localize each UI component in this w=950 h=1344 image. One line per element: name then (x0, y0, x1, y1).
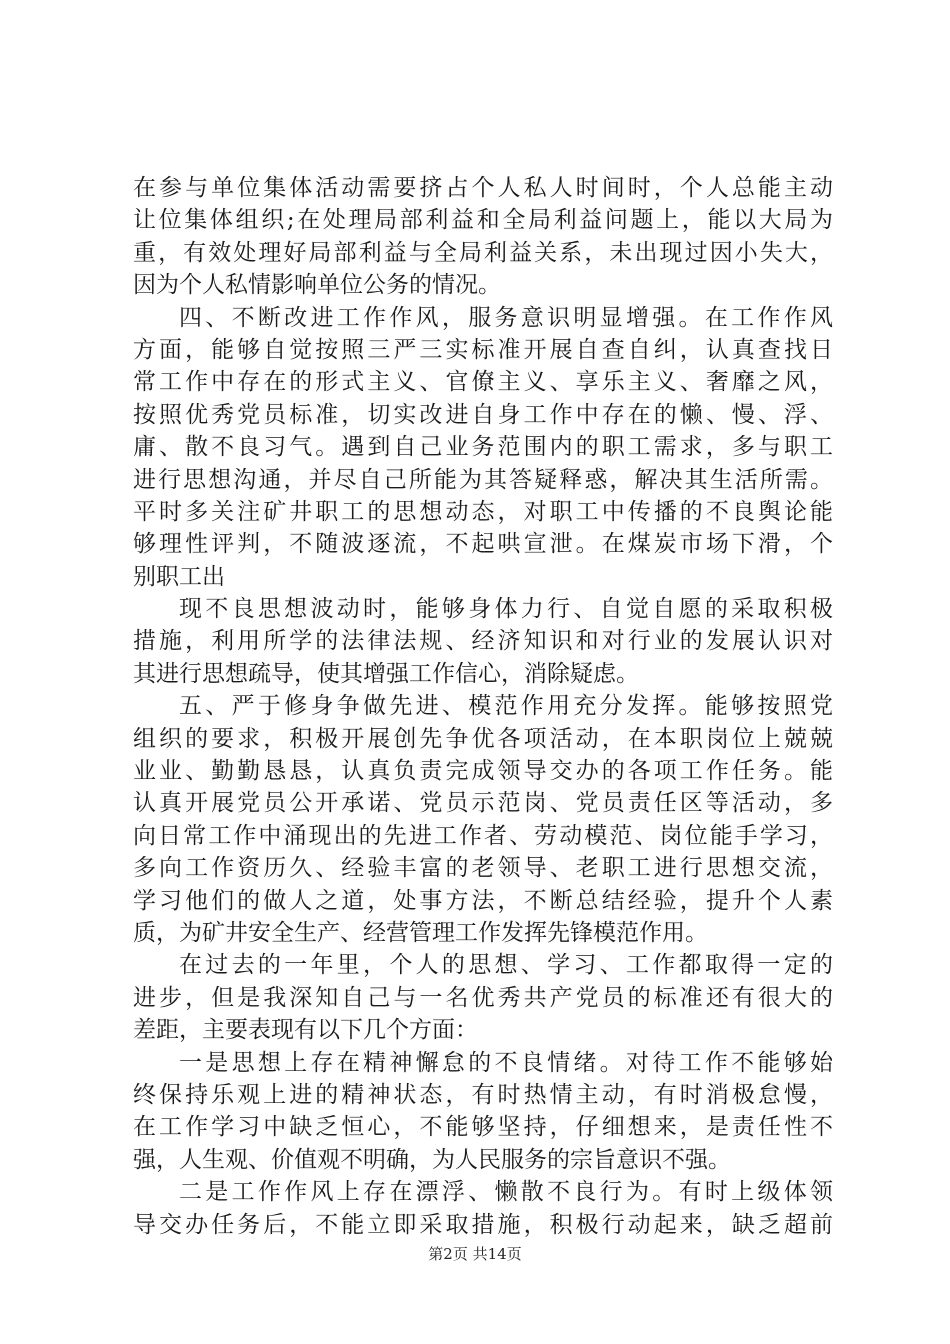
text-line: 平时多关注矿井职工的思想动态，对职工中传播的不良舆论能 (133, 498, 833, 525)
text-line: 按照优秀党员标准，切实改进自身工作中存在的懒、慢、浮、 (133, 401, 833, 428)
page-footer (0, 1243, 950, 1264)
text-line: 五、严于修身争做先进、模范作用充分发挥。能够按照党 (179, 693, 833, 720)
text-line: 重，有效处理好局部利益与全局利益关系，未出现过因小失大， (133, 239, 833, 266)
text-line: 多向工作资历久、经验丰富的老领导、老职工进行思想交流， (133, 855, 833, 882)
text-line: 业业、勤勤恳恳，认真负责完成领导交办的各项工作任务。能 (133, 758, 833, 785)
text-line: 导交办任务后，不能立即采取措施，积极行动起来，缺乏超前 (133, 1211, 833, 1238)
text-line: 终保持乐观上进的精神状态，有时热情主动，有时消极怠慢， (133, 1081, 833, 1108)
text-line: 方面，能够自觉按照三严三实标准开展自查自纠，认真查找日 (133, 336, 833, 363)
text-line: 现不良思想波动时，能够身体力行、自觉自愿的采取积极 (179, 596, 833, 623)
text-line: 在参与单位集体活动需要挤占个人私人时间时，个人总能主动 (133, 175, 833, 201)
text-line: 让位集体组织;在处理局部利益和全局利益问题上，能以大局为 (133, 207, 833, 234)
text-line: 进行思想沟通，并尽自己所能为其答疑释惑，解决其生活所需。 (133, 466, 833, 493)
text-line: 差距，主要表现有以下几个方面： (133, 1017, 478, 1044)
text-line: 一是思想上存在精神懈怠的不良情绪。对待工作不能够始 (179, 1049, 833, 1076)
document-body (133, 172, 833, 1241)
text-line: 四、不断改进工作作风，服务意识明显增强。在工作作风 (179, 304, 833, 331)
text-line: 在过去的一年里，个人的思想、学习、工作都取得一定的 (179, 952, 833, 979)
text-line: 组织的要求，积极开展创先争优各项活动，在本职岗位上兢兢 (133, 725, 833, 752)
text-line: 认真开展党员公开承诺、党员示范岗、党员责任区等活动，多 (133, 790, 833, 817)
text-line: 措施，利用所学的法律法规、经济知识和对行业的发展认识对 (133, 628, 833, 655)
text-line: 因为个人私情影响单位公务的情况。 (133, 272, 501, 299)
text-line: 学习他们的做人之道，处事方法，不断总结经验，提升个人素 (133, 887, 833, 914)
text-line: 够理性评判，不随波逐流，不起哄宣泄。在煤炭市场下滑，个 (133, 531, 833, 558)
text-line: 常工作中存在的形式主义、官僚主义、享乐主义、奢靡之风， (133, 369, 833, 396)
text-line: 庸、散不良习气。遇到自己业务范围内的职工需求，多与职工 (133, 434, 833, 461)
page-number: 第2页 共14页 (428, 1245, 522, 1263)
text-line: 进步，但是我深知自己与一名优秀共产党员的标准还有很大的 (133, 984, 833, 1011)
text-line: 向日常工作中涌现出的先进工作者、劳动模范、岗位能手学习， (133, 822, 833, 849)
text-line: 在工作学习中缺乏恒心，不能够坚持，仔细想来，是责任性不 (133, 1114, 833, 1141)
text-line: 二是工作作风上存在漂浮、懒散不良行为。有时上级体领 (179, 1179, 833, 1206)
text-line: 别职工出 (133, 563, 225, 590)
text-line: 质，为矿井安全生产、经营管理工作发挥先锋模范作用。 (133, 919, 708, 946)
text-line: 强，人生观、价值观不明确，为人民服务的宗旨意识不强。 (133, 1146, 731, 1173)
text-line: 其进行思想疏导，使其增强工作信心，消除疑虑。 (133, 660, 639, 687)
